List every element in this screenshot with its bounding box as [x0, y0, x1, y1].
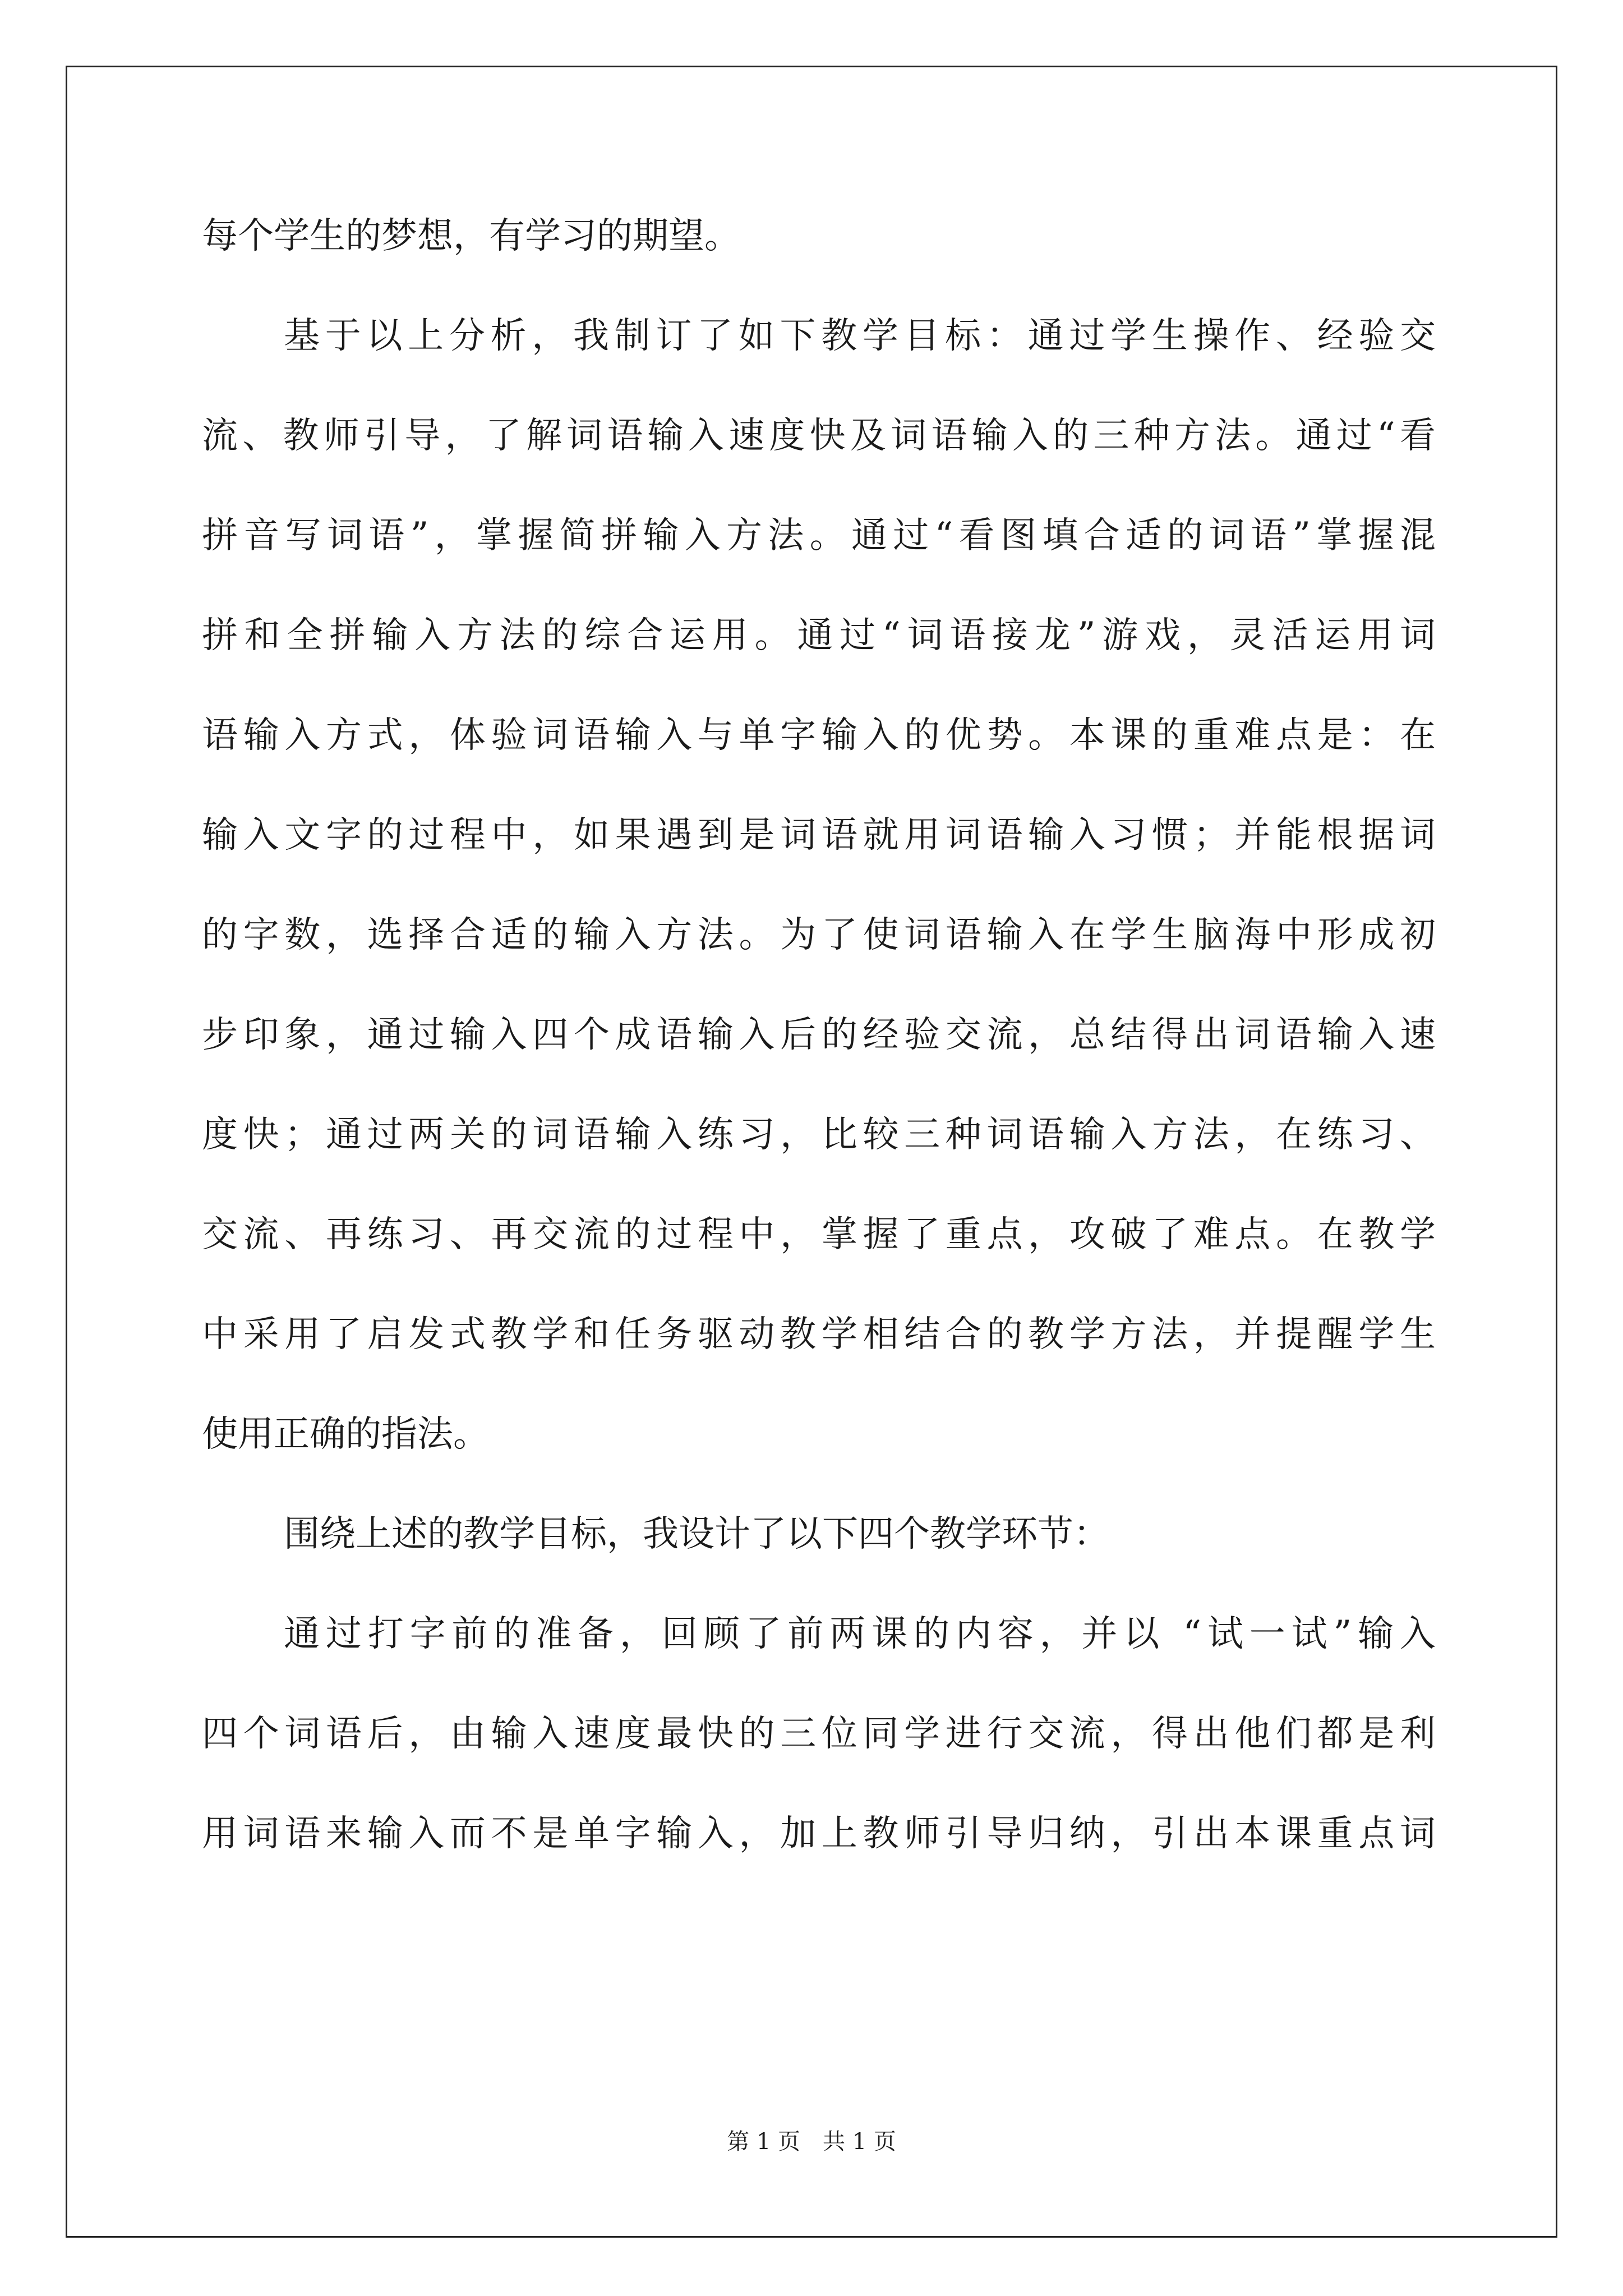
text-line: 度快；通过两关的词语输入练习，比较三种词语输入方法，在练习、: [202, 1114, 1436, 1156]
text-line: 中采用了启发式教学和任务驱动教学相结合的教学方法，并提醒学生: [202, 1314, 1436, 1355]
text-line: 流、教师引导，了解词语输入速度快及词语输入的三种方法。通过“看: [202, 415, 1436, 457]
text-line: 输入文字的过程中，如果遇到是词语就用词语输入习惯；并能根据词: [202, 815, 1436, 856]
text-line: 的字数，选择合适的输入方法。为了使词语输入在学生脑海中形成初: [202, 914, 1436, 956]
text-line: 通过打字前的准备，回顾了前两课的内容，并以 “试一试”输入: [284, 1613, 1436, 1655]
text-line: 使用正确的指法。: [202, 1414, 489, 1455]
page-footer: [0, 2126, 1623, 2157]
text-line: 围绕上述的教学目标，我设计了以下四个教学环节：: [284, 1513, 1109, 1555]
text-line: 拼音写词语”，掌握简拼输入方法。通过“看图填合适的词语”掌握混: [202, 515, 1436, 556]
text-line: 语输入方式，体验词语输入与单字输入的优势。本课的重难点是：在: [202, 715, 1436, 756]
text-line: 拼和全拼输入方法的综合运用。通过“词语接龙”游戏，灵活运用词: [202, 615, 1436, 656]
text-line: 每个学生的梦想，有学习的期望。: [202, 215, 740, 257]
text-line: 四个词语后，由输入速度最快的三位同学进行交流，得出他们都是利: [202, 1713, 1436, 1755]
text-line: 交流、再练习、再交流的过程中，掌握了重点，攻破了难点。在教学: [202, 1214, 1436, 1255]
text-line: 基于以上分析，我制订了如下教学目标：通过学生操作、经验交: [284, 315, 1436, 357]
page-number: 第 1 页: [727, 2129, 800, 2155]
text-line: 步印象，通过输入四个成语输入后的经验交流，总结得出词语输入速: [202, 1014, 1436, 1056]
page-total: 共 1 页: [823, 2129, 896, 2155]
text-line: 用词语来输入而不是单字输入，加上教师引导归纳，引出本课重点词: [202, 1813, 1436, 1855]
